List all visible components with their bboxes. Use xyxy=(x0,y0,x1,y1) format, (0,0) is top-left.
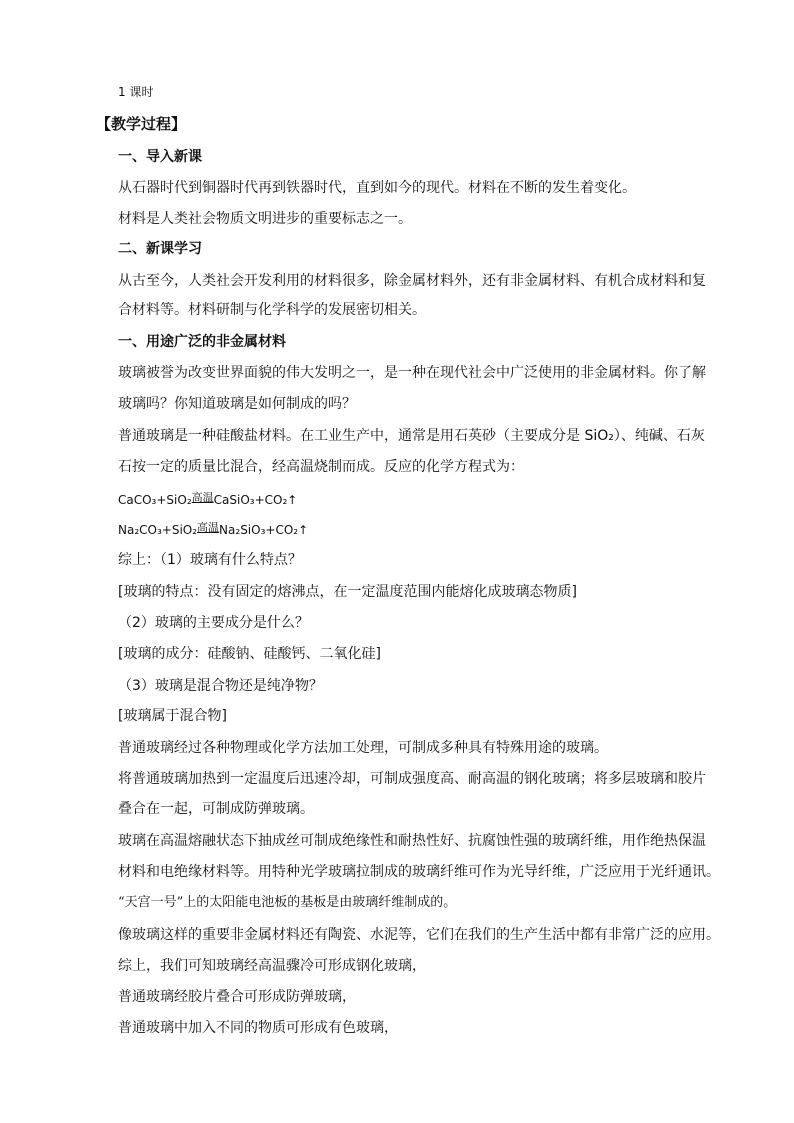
paragraph-temper-b: 叠合在一起，可制成防弹玻璃。 xyxy=(118,801,314,817)
equation-1-condition: 高温 xyxy=(191,491,214,504)
lesson-time: 1 课时 xyxy=(118,85,154,99)
equation-2 xyxy=(118,520,308,541)
paragraph-glass-1a: 玻璃被誉为改变世界面貌的伟大发明之一，是一种在现代社会中广泛使用的非金属材料。你了解 xyxy=(118,365,706,381)
paragraph-fiber-a: 玻璃在高温熔融状态下抽成丝可制成绝缘性和耐热性好、抗腐蚀性强的玻璃纤维，用作绝热保温 xyxy=(118,833,706,849)
summary-answer-1: [玻璃的特点：没有固定的熔沸点，在一定温度范围内能熔化成玻璃态物质] xyxy=(118,584,577,600)
paragraph-glass-2b: 石按一定的质量比混合，经高温烧制而成。反应的化学方程式为： xyxy=(118,459,524,475)
equation-1 xyxy=(118,490,297,511)
sub-heading: 一、用途广泛的非金属材料 xyxy=(118,334,286,350)
paragraph-tiangong: “天宫一号”上的太阳能电池板的基板是由玻璃纤维制成的。 xyxy=(118,895,457,910)
part2-heading: 二、新课学习 xyxy=(118,241,202,257)
section-title: 【教学过程】 xyxy=(96,115,187,133)
paragraph-summary-3: 普通玻璃中加入不同的物质可形成有色玻璃， xyxy=(118,1020,398,1036)
summary-question-2: （2）玻璃的主要成分是什么？ xyxy=(118,615,309,631)
paragraph-intro-1: 从石器时代到铜器时代再到铁器时代，直到如今的现代。材料在不断的发生着变化。 xyxy=(118,180,636,196)
equation-1-left: CaCO₃+SiO₂ xyxy=(118,493,192,507)
equation-1-right: CaSiO₃+CO₂↑ xyxy=(213,493,298,507)
paragraph-process: 普通玻璃经过各种物理或化学方法加工处理，可制成多种具有特殊用途的玻璃。 xyxy=(118,740,608,756)
summary-answer-3: [玻璃属于混合物] xyxy=(118,708,227,724)
paragraph-glass-2a: 普通玻璃是一种硅酸盐材料。在工业生产中，通常是用石英砂（主要成分是 SiO₂）、纯碱、石灰 xyxy=(118,428,705,444)
summary-question-3: （3）玻璃是混合物还是纯净物？ xyxy=(118,678,323,694)
paragraph-summary-1: 综上，我们可知玻璃经高温骤冷可形成钢化玻璃， xyxy=(118,958,426,974)
part1-heading: 一、导入新课 xyxy=(118,149,202,165)
paragraph-new-1a: 从古至今，人类社会开发利用的材料很多，除金属材料外，还有非金属材料、有机合成材料和复 xyxy=(118,273,706,289)
equation-2-condition: 高温 xyxy=(197,521,220,534)
paragraph-intro-2: 材料是人类社会物质文明进步的重要标志之一。 xyxy=(118,211,412,227)
paragraph-new-1b: 合材料等。材料研制与化学科学的发展密切相关。 xyxy=(118,302,426,318)
summary-question-1: 综上：（1）玻璃有什么特点？ xyxy=(118,552,302,568)
paragraph-fiber-b: 材料和电绝缘材料等。用特种光学玻璃拉制成的玻璃纤维可作为光导纤维，广泛应用于光纤通讯。 xyxy=(118,864,720,880)
paragraph-temper-a: 将普通玻璃加热到一定温度后迅速冷却，可制成强度高、耐高温的钢化玻璃；将多层玻璃和胶片 xyxy=(118,771,706,787)
paragraph-glass-1b: 玻璃吗？你知道玻璃是如何制成的吗？ xyxy=(118,396,356,412)
equation-2-left: Na₂CO₃+SiO₂ xyxy=(118,523,198,537)
paragraph-ceramic: 像玻璃这样的重要非金属材料还有陶瓷、水泥等，它们在我们的生产生活中都有非常广泛的应用。 xyxy=(118,927,720,943)
paragraph-summary-2: 普通玻璃经胶片叠合可形成防弹玻璃， xyxy=(118,989,356,1005)
equation-2-right: Na₂SiO₃+CO₂↑ xyxy=(219,523,309,537)
summary-answer-2: [玻璃的成分：硅酸钠、硅酸钙、二氧化硅] xyxy=(118,646,381,662)
